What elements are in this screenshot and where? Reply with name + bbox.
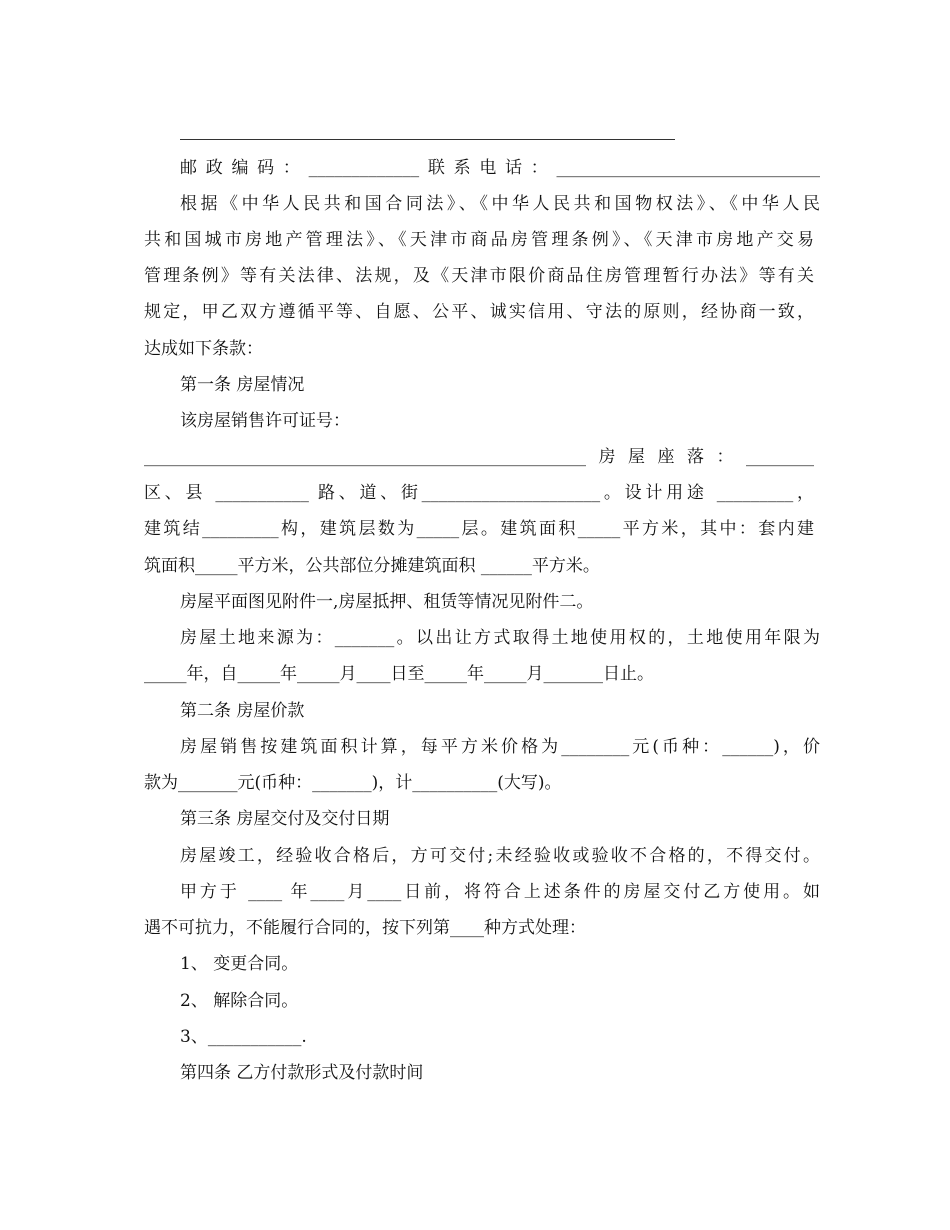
land-term-line: _____年，自_____年_____月____日至_____年_____月_______日止。 — [144, 664, 654, 684]
delivery-line-3: 遇不可抗力，不能履行合同的，按下列第____种方式处理： — [144, 918, 586, 938]
article-2-heading: 第二条 房屋价款 — [180, 701, 305, 721]
preamble-line-4: 规定，甲乙双方遵循平等、自愿、公平、诚实信用、守法的原则，经协商一致， — [144, 302, 814, 322]
attachments-line: 房屋平面图见附件一,房屋抵押、租赁等情况见附件二。 — [180, 592, 594, 612]
article-3-heading: 第三条 房屋交付及交付日期 — [180, 809, 390, 829]
delivery-line-1: 房屋竣工，经验收合格后，方可交付;未经验收或验收不合格的，不得交付。 — [180, 846, 820, 866]
article-1-heading: 第一条 房屋情况 — [180, 375, 305, 395]
location-line: ____________________________________________________房屋座落：________ — [144, 447, 814, 467]
blank-line-rule — [180, 139, 675, 140]
option-3: 3、___________. — [180, 1027, 307, 1047]
land-source-line: 房屋土地来源为：_______。以出让方式取得土地使用权的，土地使用年限为 — [180, 628, 820, 648]
structure-area-line: 建筑结_________构，建筑层数为_____层。建筑面积_____平方米，其中：套内建 — [144, 519, 814, 539]
option-1: 1、 变更合同。 — [180, 954, 299, 974]
preamble-line-2: 共和国城市房地产管理法》、《天津市商品房管理条例》、《天津市房地产交易 — [144, 230, 814, 250]
option-2: 2、 解除合同。 — [180, 991, 299, 1011]
district-road-line: 区、县 ___________ 路、道、街_____________________。设计用途 _________， — [144, 483, 814, 503]
article-4-heading: 第四条 乙方付款形式及付款时间 — [180, 1063, 424, 1083]
preamble-line-1: 根据《中华人民共和国合同法》、《中华人民共和国物权法》、《中华人民 — [180, 194, 820, 214]
preamble-line-3: 管理条例》等有关法律、法规，及《天津市限价商品住房管理暂行办法》等有关 — [144, 266, 814, 286]
postal-phone-line: 邮政编码：_____________联系电话：_______________________________ — [180, 158, 820, 178]
shared-area-line: 筑面积_____平方米，公共部位分摊建筑面积 ______平方米。 — [144, 556, 600, 576]
license-number-line: 该房屋销售许可证号： — [180, 411, 350, 431]
preamble-line-5: 达成如下条款： — [144, 339, 263, 359]
price-line-1: 房屋销售按建筑面积计算，每平方米价格为________元(币种：______)，价 — [180, 737, 820, 757]
delivery-line-2: 甲方于 ____ 年____月____日前，将符合上述条件的房屋交付乙方使用。如 — [180, 882, 820, 902]
price-line-2: 款为_______元(币种：_______)，计__________(大写)。 — [144, 773, 562, 793]
